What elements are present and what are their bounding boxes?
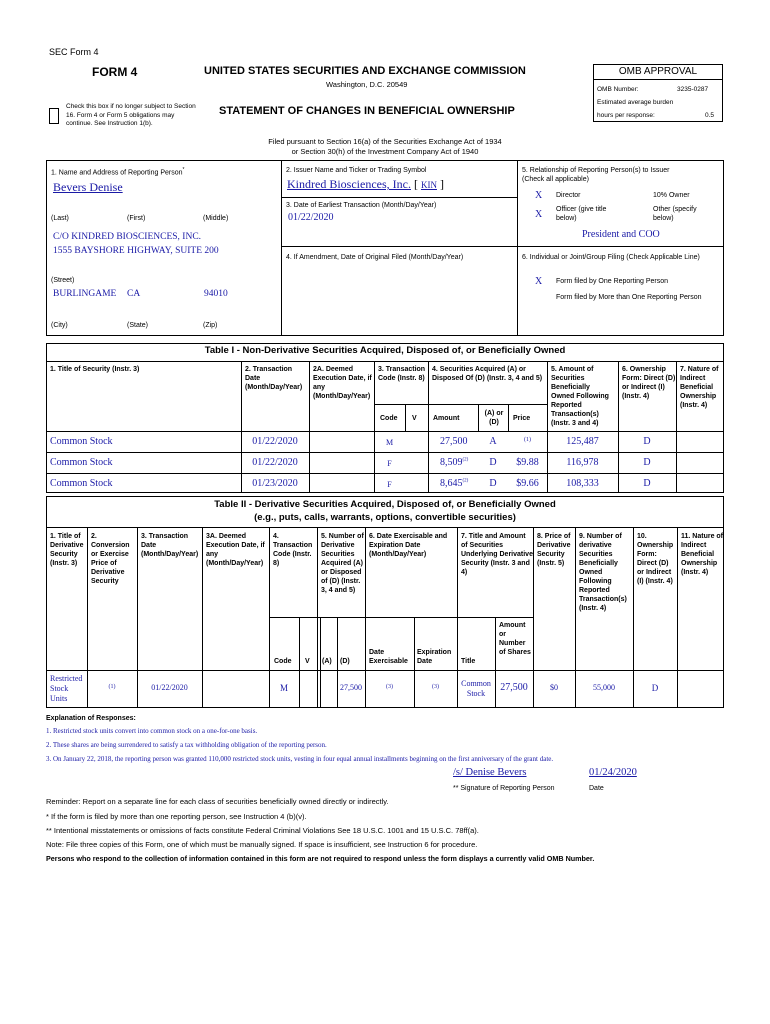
t1-r1-ad: A <box>489 436 497 447</box>
t2-h-price: 8. Price of Derivative Security (Instr. 5) <box>537 533 571 567</box>
filed-pursuant-2: or Section 30(h) of the Investment Company Act of 1940 <box>291 147 479 156</box>
t2-r1-owned: 55,000 <box>593 683 615 692</box>
t1-h-title: 1. Title of Security (Instr. 3) <box>50 366 140 373</box>
t1-h-deemed: 2A. Deemed Execution Date, if any (Month/Day/Year) <box>313 366 372 400</box>
omb-burden: Estimated average burden <box>597 99 674 106</box>
t2-h-form: 10. Ownership Form: Direct (D) or Indirect (I) (Instr. 4) <box>637 533 674 585</box>
t1-r2-amount: 8,509 <box>440 457 463 468</box>
director-label: Director <box>556 192 581 199</box>
director-check[interactable]: X <box>535 190 543 201</box>
t1-r2-fn: (2) <box>462 457 469 463</box>
t1-r1-amount: 27,500 <box>440 436 468 447</box>
t1-r2-price: $9.88 <box>516 457 539 468</box>
address-line-2: 1555 BAYSHORE HIGHWAY, SUITE 200 <box>53 246 219 256</box>
t1-r1-code: M <box>385 438 394 447</box>
t1-r1-owned: 125,487 <box>566 436 599 447</box>
relationship-label: 5. Relationship of Reporting Person(s) to Issuer <box>522 167 670 174</box>
reminder: Reminder: Report on a separate line for each class of securities beneficially owned directly or indirectly. <box>46 797 389 806</box>
t1-r3-amount-wrap <box>440 478 468 489</box>
t1-h-owned: 5. Amount of Securities Beneficially Owned Following Reported Transaction(s) (Instr. 3 and 4) <box>551 366 609 427</box>
signature-date-label: Date <box>589 785 604 792</box>
statement-title: STATEMENT OF CHANGES IN BENEFICIAL OWNERSHIP <box>219 105 515 117</box>
t2-h-shares-sub: Amount or Number of Shares <box>499 622 531 656</box>
state-label: (State) <box>127 322 149 329</box>
issuer-name[interactable]: Kindred Biosciences, Inc. <box>287 177 411 191</box>
explanation-title: Explanation of Responses: <box>46 715 136 722</box>
t2-r1-code: M <box>279 683 288 693</box>
t1-r1-date: 01/22/2020 <box>252 436 298 447</box>
city-value: BURLINGAME <box>53 289 117 299</box>
t1-h-code: 3. Transaction Code (Instr. 8) <box>378 366 426 382</box>
t1-h-ad-sub: (A) or (D) <box>484 410 504 426</box>
table-2-title-1: Table II - Derivative Securities Acquired, Disposed of, or Beneficially Owned <box>214 499 556 510</box>
t2-h-conversion: 2. Conversion or Exercise Price of Derivative Security <box>91 533 130 585</box>
t2-r1-security: Restricted Stock Units <box>50 674 83 703</box>
t1-h-price-sub: Price <box>513 415 531 422</box>
ticker-open: [ <box>413 177 418 191</box>
t1-h-code-sub: Code <box>380 415 398 422</box>
t2-h-owned: 9. Number of derivative Securities Beneficially Owned Following Reported Transaction(s) (Instr. 4) <box>579 533 627 612</box>
t2-h-number: 5. Number of Derivative Securities Acquired (A) or Disposed of (D) (Instr. 3, 4 and 5) <box>321 533 364 594</box>
commission-city: Washington, D.C. 20549 <box>326 80 408 89</box>
omb-hours: 0.5 <box>705 112 715 119</box>
omb-number: 3235-0287 <box>677 86 709 93</box>
t1-r2-date: 01/22/2020 <box>252 457 298 468</box>
one-person-label: Form filed by One Reporting Person <box>556 278 669 285</box>
signature: /s/ Denise Bevers <box>453 767 527 778</box>
t2-r1-d: 27,500 <box>340 683 362 692</box>
last-label: (Last) <box>51 215 69 222</box>
t2-h-underlying: 7. Title and Amount of Securities Underlying Derivative Security (Instr. 3 and 4) <box>461 533 533 576</box>
t1-r2-form: D <box>643 457 651 468</box>
t1-r3-date: 01/23/2020 <box>252 478 298 489</box>
ticker-close: ] <box>439 177 444 191</box>
t2-r1-date: 01/22/2020 <box>151 683 188 692</box>
footer-line-1: * If the form is filed by more than one reporting person, see Instruction 4 (b)(v). <box>46 812 307 821</box>
omb-number-label: OMB Number: <box>597 86 639 93</box>
t1-r2-owned: 116,978 <box>566 457 599 468</box>
t2-h-date-ex-sub: Date Exercisable <box>369 649 408 665</box>
t2-h-title: 1. Title of Derivative Security (Instr. 3) <box>50 533 84 567</box>
zip-value: 94010 <box>204 289 228 299</box>
street-label: (Street) <box>51 277 75 284</box>
zip-label: (Zip) <box>203 322 218 329</box>
relationship-sub: (Check all applicable) <box>522 176 589 183</box>
ticker-symbol[interactable]: KIN <box>420 180 437 190</box>
t2-h-date: 3. Transaction Date (Month/Day/Year) <box>141 533 199 558</box>
t1-r1-security: Common Stock <box>50 436 113 447</box>
t1-r3-code: F <box>387 480 392 489</box>
middle-label: (Middle) <box>203 215 229 222</box>
t1-r1-price: (1) <box>524 437 531 443</box>
t2-r1-form: D <box>651 683 659 693</box>
officer-title: President and COO <box>582 229 660 240</box>
t2-h-d-sub: (D) <box>340 658 350 665</box>
t1-r3-ad: D <box>489 478 497 489</box>
t2-h-exp-sub: Expiration Date <box>417 649 452 665</box>
reporting-person-label: 1. Name and Address of Reporting Person* <box>51 167 185 177</box>
t2-h-code: 4. Transaction Code (Instr. 8) <box>273 533 313 567</box>
address-line-1: C/O KINDRED BIOSCIENCES, INC. <box>53 232 202 242</box>
t2-h-a-sub: (A) <box>322 658 332 665</box>
t1-h-amount-sub: Amount <box>433 415 460 422</box>
t2-r1-price: $0 <box>550 683 558 692</box>
explanation-note-2: 2. These shares are being surrendered to satisfy a tax withholding obligation of the reporting person. <box>46 741 327 749</box>
t2-r1-shares: 27,500 <box>500 682 528 693</box>
reporting-person-name: Bevers Denise <box>53 180 123 194</box>
t2-r1-title: Common Stock <box>461 679 491 698</box>
issuer-name-line <box>287 177 444 192</box>
state-value: CA <box>127 289 141 299</box>
section-16-text: Check this box if no longer subject to Section 16. Form 4 or Form 5 obligations may continue. See Instruction 1(b). <box>66 103 196 127</box>
amendment-label: 4. If Amendment, Date of Original Filed (Month/Day/Year) <box>286 254 464 261</box>
signature-label: ** Signature of Reporting Person <box>453 785 555 792</box>
t2-h-exercisable: 6. Date Exercisable and Expiration Date (Month/Day/Year) <box>369 533 448 558</box>
first-label: (First) <box>127 215 146 222</box>
footer-line-2: ** Intentional misstatements or omissions of facts constitute Federal Criminal Violations See 18 U.S.C. 1001 and 15 U.S.C. 78ff(a). <box>46 826 479 835</box>
signature-date: 01/24/2020 <box>589 767 637 778</box>
omb-title: OMB APPROVAL <box>593 64 723 80</box>
t1-r3-amount: 8,645 <box>440 478 463 489</box>
officer-check[interactable]: X <box>535 209 543 220</box>
table-2-title-2: (e.g., puts, calls, warrants, options, convertible securities) <box>254 512 516 523</box>
t2-h-code-sub: Code <box>274 658 292 665</box>
t2-h-v-sub: V <box>305 658 310 665</box>
t2-h-deemed: 3A. Deemed Execution Date, if any (Month/Day/Year) <box>206 533 265 567</box>
t1-h-acquired: 4. Securities Acquired (A) or Disposed Of (D) (Instr. 3, 4 and 5) <box>432 366 543 382</box>
explanation-note-3: 3. On January 22, 2018, the reporting person was granted 110,000 restricted stock units, vesting in four equal annual installments beginning on the first anniversary of the grant date. <box>46 755 554 763</box>
ten-percent-owner-label: 10% Owner <box>653 192 690 199</box>
t1-h-date: 2. Transaction Date (Month/Day/Year) <box>245 366 303 391</box>
city-label: (City) <box>51 322 68 329</box>
other-label: Other (specify below) <box>653 206 697 222</box>
t2-r1-exercisable: (3) <box>386 684 393 690</box>
t1-r2-security: Common Stock <box>50 457 113 468</box>
footer-line-3: Note: File three copies of this Form, one of which must be manually signed. If space is insufficient, see Instruction 6 for procedure. <box>46 840 478 849</box>
omb-hours-label: hours per response: <box>597 112 655 119</box>
t1-r3-form: D <box>643 478 651 489</box>
t2-h-nature: 11. Nature of Indirect Beneficial Ownership (Instr. 4) <box>681 533 724 576</box>
t1-r2-ad: D <box>489 457 497 468</box>
t1-r3-owned: 108,333 <box>566 478 599 489</box>
t1-r3-price: $9.66 <box>516 478 539 489</box>
earliest-transaction-date: 01/22/2020 <box>288 212 334 223</box>
t1-r1-form: D <box>643 436 651 447</box>
explanation-note-1: 1. Restricted stock units convert into common stock on a one-for-one basis. <box>46 727 258 735</box>
filed-pursuant-1: Filed pursuant to Section 16(a) of the Securities Exchange Act of 1934 <box>268 137 502 146</box>
t1-r3-fn: (2) <box>462 478 469 484</box>
t1-h-v-sub: V <box>412 415 417 422</box>
filing-type-label: 6. Individual or Joint/Group Filing (Check Applicable Line) <box>522 254 700 261</box>
issuer-label: 2. Issuer Name and Ticker or Trading Symbol <box>286 167 427 174</box>
t1-r2-amount-wrap <box>440 457 468 468</box>
table-1-title: Table I - Non-Derivative Securities Acquired, Disposed of, or Beneficially Owned <box>204 345 566 356</box>
section-16-checkbox[interactable] <box>49 108 59 124</box>
commission-title: UNITED STATES SECURITIES AND EXCHANGE COMMISSION <box>204 65 526 77</box>
officer-label: Officer (give title below) <box>556 206 607 222</box>
form-title: FORM 4 <box>92 65 138 79</box>
t2-r1-conv: (1) <box>108 684 116 690</box>
more-person-label: Form filed by More than One Reporting Person <box>556 294 702 301</box>
t1-h-nature: 7. Nature of Indirect Beneficial Ownership (Instr. 4) <box>680 366 719 409</box>
t1-r3-security: Common Stock <box>50 478 113 489</box>
t1-r2-code: F <box>387 459 392 468</box>
t1-h-form: 6. Ownership Form: Direct (D) or Indirect (I) (Instr. 4) <box>622 366 676 400</box>
earliest-transaction-label: 3. Date of Earliest Transaction (Month/Day/Year) <box>286 202 437 209</box>
t2-h-title-sub: Title <box>461 658 476 665</box>
t2-r1-expiration: (3) <box>432 684 439 690</box>
footer-line-4: Persons who respond to the collection of information contained in this form are not required to respond unless the form displays a currently valid OMB Number. <box>46 854 595 863</box>
sec-form-label: SEC Form 4 <box>49 47 99 57</box>
one-person-check[interactable]: X <box>535 276 543 287</box>
